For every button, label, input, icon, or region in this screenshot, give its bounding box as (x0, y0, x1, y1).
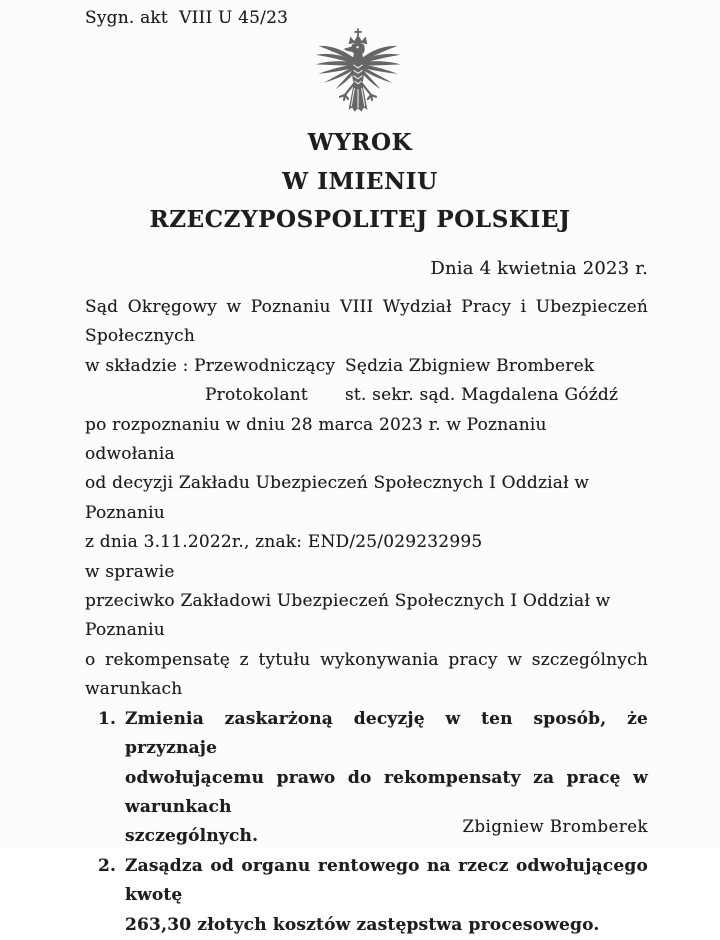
composition-presiding-judge: Sędzia Zbigniew Bromberek (345, 355, 595, 376)
decision-reference-line: z dnia 3.11.2022r., znak: END/25/029232995 (85, 532, 483, 553)
ruling-item-2-line-2 (125, 911, 648, 940)
subject-line-1: o rekompensatę z tytułu wykonywania pracy w szczególnych (85, 649, 648, 670)
ruling-item-1-line-1 (98, 705, 648, 764)
judgment-date: Dnia 4 kwietnia 2023 r. (430, 258, 648, 279)
in-case-line: w sprawie (85, 561, 175, 582)
case-number: Sygn. akt VIII U 45/23 (85, 8, 289, 28)
judgment-title-republic: RZECZYPOSPOLITEJ POLSKIEJ (149, 206, 571, 233)
defendant-line: przeciwko Zakładowi Ubezpieczeń Społecznych I Oddział w Poznaniu (85, 591, 611, 641)
court-name-line-1: Sąd Okręgowy w Poznaniu VIII Wydział Pracy i Ubezpieczeń (85, 297, 648, 317)
composition-clerk-name: st. sekr. sąd. Magdalena Góźdź (345, 385, 619, 406)
hearing-line: po rozpoznaniu w dniu 28 marca 2023 r. w Poznaniu (85, 414, 547, 435)
ruling-item-2-text-2: 263,30 złotych kosztów zastępstwa procesowego. (125, 914, 600, 935)
decision-source-line: od decyzji Zakładu Ubezpieczeń Społecznych I Oddział w Poznaniu (85, 473, 590, 523)
composition-presiding-label: w składzie : Przewodniczący (85, 355, 336, 376)
judgment-title-in-the-name: W IMIENIU (282, 168, 438, 195)
ruling-item-1-text-2: odwołującemu prawo do rekompensaty za pracę w warunkach (125, 767, 648, 817)
judgment-body (85, 293, 648, 940)
ruling-item-1-text-3: szczególnych. (125, 826, 259, 847)
composition-row-presiding (85, 352, 648, 381)
court-name-line-2: Społecznych (85, 326, 196, 347)
ruling-item-2-number: 2. (98, 855, 117, 876)
ruling-item-2-line-1 (98, 852, 648, 911)
polish-eagle-emblem (313, 26, 403, 118)
ruling-item-1-line-2 (125, 764, 648, 823)
composition-clerk-label: Protokolant (205, 385, 308, 406)
appeal-line: odwołania (85, 444, 175, 465)
ruling-item-1-text-1: Zmienia zaskarżoną decyzję w ten sposób, że przyznaje (125, 708, 648, 759)
judge-signature: Zbigniew Bromberek (462, 817, 648, 836)
ruling-item-1-number: 1. (98, 708, 117, 729)
judgment-title: WYROK (307, 129, 413, 156)
subject-line-2: warunkach (85, 679, 183, 700)
composition-row-clerk (85, 381, 648, 410)
ruling-item-2-text-1: Zasądza od organu rentowego na rzecz odwołującego kwotę (125, 855, 648, 906)
